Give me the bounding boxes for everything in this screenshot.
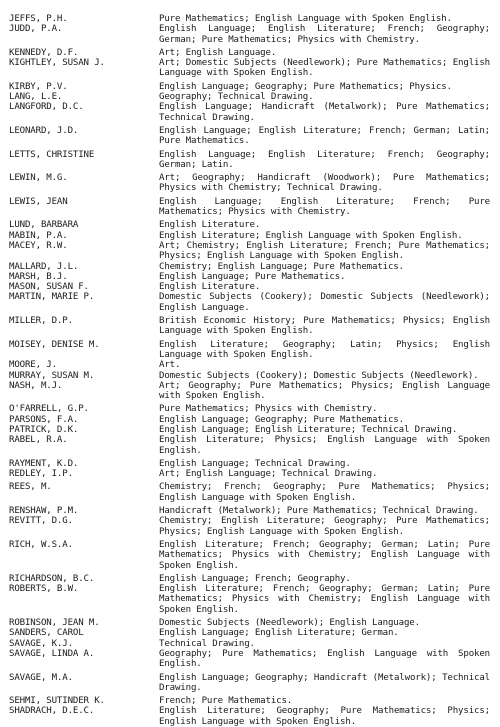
list-item — [9, 262, 490, 272]
candidate-subjects: English Literature; French; Geography; German; Latin; Pure Mathematics; Physics with Chemistry; English Language with Spoken English. — [159, 539, 490, 571]
candidate-name: MILLER, D.P. — [9, 316, 73, 327]
candidate-name: JUDD, P.A. — [9, 24, 63, 35]
list-item — [9, 126, 490, 147]
candidate-name: RICHARDSON, B.C. — [9, 573, 95, 584]
list-item — [9, 639, 490, 649]
list-item — [9, 649, 490, 670]
candidate-name: LEONARD, J.D. — [9, 125, 79, 136]
list-item — [9, 540, 490, 571]
list-item — [9, 482, 490, 503]
candidate-name: LETTS, CHRISTINE — [9, 149, 95, 160]
candidate-name: SHADRACH, D.E.C. — [9, 706, 95, 717]
candidate-subjects: Art; English Language. — [159, 47, 277, 58]
candidate-subjects: English Literature; English Language with Spoken English. — [159, 230, 463, 241]
candidate-subjects: French; Pure Mathematics. — [159, 696, 293, 707]
candidate-subjects: English Language; English Literature; French; German; Latin; Pure Mathematics. — [159, 125, 490, 147]
list-item — [9, 371, 490, 381]
candidate-subjects: Domestic Subjects (Needlework); English Language. — [159, 618, 420, 629]
candidate-subjects: English Literature; Geography; Pure Mathematics; Physics; English Language with Spoken English. — [159, 706, 490, 727]
candidate-subjects: Domestic Subjects (Cookery); Domestic Subjects (Needlework). — [159, 370, 479, 381]
list-item — [9, 48, 490, 58]
candidate-subjects: Chemistry; English Literature; Geography; Pure Mathematics; Physics; English Language with Spoken English. — [159, 516, 490, 537]
candidate-subjects: British Economic History; Pure Mathematics; Physics; English Language with Spoken English. — [159, 316, 490, 337]
candidate-name: SAVAGE, K.J. — [9, 638, 73, 649]
candidate-name: RABEL, R.A. — [9, 435, 68, 446]
candidate-subjects: English Language; Technical Drawing. — [159, 458, 351, 469]
list-item — [9, 706, 490, 727]
candidate-subjects: English Literature; Physics; English Language with Spoken English. — [159, 435, 490, 456]
list-item — [9, 628, 490, 638]
list-item — [9, 435, 490, 456]
list-item — [9, 360, 490, 370]
list-item — [9, 516, 490, 537]
candidate-subjects: Art. — [159, 360, 181, 371]
candidate-subjects: English Language; Pure Mathematics. — [159, 271, 346, 282]
candidate-subjects: Art; Domestic Subjects (Needlework); Pure Mathematics; English Language with Spoken English. — [159, 58, 490, 79]
list-item — [9, 150, 490, 171]
candidate-subjects: English Literature; French; Geography; German; Latin; Pure Mathematics; Physics with Chemistry; English Language with Spoken English. — [159, 584, 490, 615]
candidate-name: LEWIS, JEAN — [9, 196, 68, 207]
candidate-subjects: English Language; Geography; Handicraft (Metalwork); Technical Drawing. — [159, 672, 490, 693]
candidate-name: ROBINSON, JEAN M. — [9, 618, 100, 629]
candidate-subjects: English Language; English Literature; French; Pure Mathematics; Physics with Chemistry. — [159, 196, 490, 218]
candidate-name: PARSONS, F.A. — [9, 414, 79, 425]
candidate-subjects: Chemistry; English Language; Pure Mathematics. — [159, 261, 404, 272]
candidate-subjects: Geography; Technical Drawing. — [159, 92, 314, 103]
candidate-name: ROBERTS, B.W. — [9, 584, 79, 595]
list-item — [9, 241, 490, 262]
list-item — [9, 459, 490, 469]
candidate-name: RENSHAW, P.M. — [9, 506, 79, 517]
candidate-subjects: English Language; English Literature; Technical Drawing. — [159, 424, 458, 435]
list-item — [9, 316, 490, 337]
list-item — [9, 231, 490, 241]
candidate-name: RAYMENT, K.D. — [9, 458, 79, 469]
candidate-name: MOISEY, DENISE M. — [9, 339, 100, 350]
candidate-subjects: Art; Chemistry; English Literature; French; Pure Mathematics; Physics; English Language with Spoken English. — [159, 240, 490, 262]
candidate-name: JEFFS, P.H. — [9, 14, 68, 24]
list-item — [9, 282, 490, 292]
candidate-name: MURRAY, SUSAN M. — [9, 370, 95, 381]
list-item — [9, 173, 490, 194]
list-item — [9, 272, 490, 282]
candidate-name: SAVAGE, M.A. — [9, 672, 73, 683]
list-item — [9, 415, 490, 425]
candidate-name: SAVAGE, LINDA A. — [9, 648, 95, 659]
candidate-name: LANGFORD, D.C. — [9, 102, 84, 113]
candidate-name: REDLEY, I.P. — [9, 469, 73, 480]
candidate-name: MABIN, P.A. — [9, 230, 68, 241]
list-item — [9, 618, 490, 628]
candidate-name: KIGHTLEY, SUSAN J. — [9, 58, 105, 69]
list-item — [9, 58, 490, 79]
list-item — [9, 696, 490, 706]
candidate-subjects: English Language; English Literature; French; Geography; German; Latin. — [159, 149, 490, 170]
candidate-name: MACEY, R.W. — [9, 240, 68, 251]
candidate-subjects: Art; Geography; Handicraft (Woodwork); Pure Mathematics; Physics with Chemistry; Technical Drawing. — [159, 173, 490, 194]
candidate-name: NASH, M.J. — [9, 380, 63, 391]
candidate-subjects: English Literature; Geography; Latin; Physics; English Language with Spoken English. — [159, 339, 490, 360]
candidate-name: SANDERS, CAROL — [9, 628, 84, 639]
candidate-name: MASON, SUSAN F. — [9, 282, 89, 293]
candidate-subjects: Art; Geography; Pure Mathematics; Physics; English Language with Spoken English. — [159, 380, 490, 402]
candidate-name: MOORE, J. — [9, 360, 57, 371]
candidate-subjects: Chemistry; French; Geography; Pure Mathematics; Physics; English Language with Spoken English. — [159, 482, 490, 503]
candidate-subjects: Art; English Language; Technical Drawing. — [159, 469, 378, 480]
list-item — [9, 102, 490, 123]
list-item — [9, 506, 490, 516]
candidate-name: MARSH, B.J. — [9, 271, 68, 282]
candidate-subjects: English Language; French; Geography. — [159, 573, 351, 584]
list-item — [9, 92, 490, 102]
list-item — [9, 574, 490, 584]
candidate-subjects: English Literature. — [159, 220, 261, 231]
candidate-name: REES, M. — [9, 482, 52, 493]
list-item — [9, 469, 490, 479]
list-item — [9, 381, 490, 402]
candidate-name: REVITT, D.G. — [9, 516, 73, 527]
candidate-subjects: Domestic Subjects (Cookery); Domestic Subjects (Needlework); English Language. — [159, 292, 490, 313]
candidate-subjects: English Language; Geography; Pure Mathematics; Physics. — [159, 81, 452, 92]
candidate-subjects: Pure Mathematics; English Language with Spoken English. — [159, 14, 452, 24]
list-item — [9, 24, 490, 45]
list-item — [9, 220, 490, 230]
candidate-subjects: English Language; English Literature; German. — [159, 628, 399, 639]
candidate-subjects: Technical Drawing. — [159, 638, 255, 649]
candidate-name: LANG, L.E. — [9, 92, 63, 103]
list-item — [9, 197, 490, 218]
candidate-name: O'FARRELL, G.P. — [9, 404, 89, 415]
candidate-name: LEWIN, M.G. — [9, 173, 68, 184]
candidate-name: KIRBY, P.V. — [9, 81, 68, 92]
list-item — [9, 425, 490, 435]
candidate-subjects: English Language; Geography; Pure Mathematics. — [159, 414, 404, 425]
list-item — [9, 673, 490, 694]
candidate-subjects: Pure Mathematics; Physics with Chemistry. — [159, 404, 378, 415]
candidate-name: PATRICK, D.K. — [9, 424, 79, 435]
list-item — [9, 584, 490, 615]
list-item — [9, 340, 490, 361]
candidate-subjects: English Language; Handicraft (Metalwork); Pure Mathematics; Technical Drawing. — [159, 102, 490, 123]
candidate-name: KENNEDY, D.F. — [9, 47, 79, 58]
candidate-subjects: English Language; English Literature; French; Geography; German; Pure Mathematics; Physics with Chemistry. — [159, 24, 490, 45]
candidate-subjects: Handicraft (Metalwork); Pure Mathematics; Technical Drawing. — [159, 506, 479, 517]
list-item — [9, 404, 490, 414]
candidate-subjects: Geography; Pure Mathematics; English Language with Spoken English. — [159, 648, 490, 670]
candidate-name: RICH, W.S.A. — [9, 539, 73, 550]
list-item — [9, 292, 490, 313]
candidate-name: MALLARD, J.L. — [9, 261, 79, 272]
candidate-name: MARTIN, MARIE P. — [9, 292, 95, 303]
candidate-subjects: English Literature. — [159, 282, 261, 293]
list-item — [9, 14, 490, 24]
candidate-name: SEHMI, SUTINDER K. — [9, 696, 105, 707]
list-item — [9, 82, 490, 92]
candidate-name: LUND, BARBARA — [9, 220, 79, 231]
